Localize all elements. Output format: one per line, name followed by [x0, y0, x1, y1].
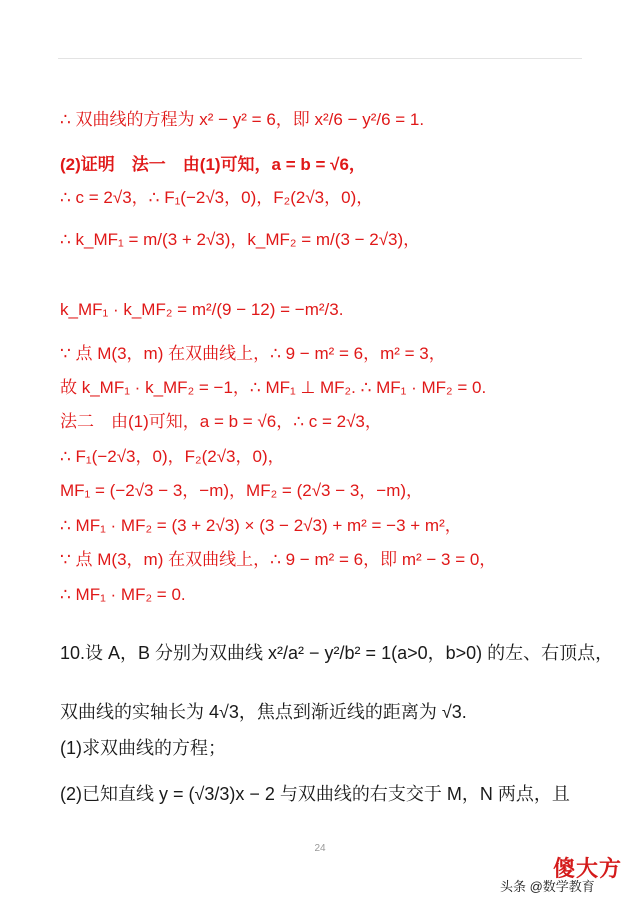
solution-line-10: MF₁ = (−2√3 − 3，−m)，MF₂ = (2√3 − 3，−m)，	[60, 481, 424, 500]
solution-line-12: ∵ 点 M(3，m) 在双曲线上，∴ 9 − m² = 6，即 m² − 3 = 0，	[60, 550, 497, 569]
solution-line-1: ∴ 双曲线的方程为 x² − y² = 6，即 x²/6 − y²/6 = 1.	[60, 110, 425, 129]
solution-line-8: 法二 由(1)可知，a = b = √6，∴ c = 2√3，	[60, 412, 382, 431]
solution-line-5: k_MF₁ · k_MF₂ = m²/(9 − 12) = −m²/3.	[60, 300, 344, 319]
solution-line-7: 故 k_MF₁ · k_MF₂ = −1，∴ MF₁ ⊥ MF₂. ∴ MF₁ · MF₂ = 0.	[60, 378, 487, 397]
solution-line-11: ∴ MF₁ · MF₂ = (3 + 2√3) × (3 − 2√3) + m² = −3 + m²，	[60, 516, 462, 535]
solution-line-3: ∴ c = 2√3，∴ F₁(−2√3，0)，F₂(2√3，0)，	[60, 188, 374, 207]
problem-line-4: (2)已知直线 y = (√3/3)x − 2 与双曲线的右支交于 M，N 两点，且	[60, 784, 570, 804]
problem-line-2: 双曲线的实轴长为 4√3，焦点到渐近线的距离为 √3.	[60, 702, 467, 722]
watermark-account: 头条 @数学教育	[500, 879, 595, 894]
top-divider	[58, 58, 582, 59]
problem-line-1: 10.设 A，B 分别为双曲线 x²/a² − y²/b² = 1(a>0，b>0) 的左、右顶点，	[60, 643, 614, 663]
page-number: 24	[314, 843, 326, 854]
problem-line-3: (1)求双曲线的方程；	[60, 738, 226, 758]
solution-line-6: ∵ 点 M(3，m) 在双曲线上，∴ 9 − m² = 6，m² = 3，	[60, 344, 446, 363]
solution-line-2: (2)证明 法一 由(1)可知，a = b = √6，	[60, 155, 366, 174]
watermark-brand: 傻大方	[553, 856, 623, 881]
solution-line-4: ∴ k_MF₁ = m/(3 + 2√3)，k_MF₂ = m/(3 − 2√3)，	[60, 230, 421, 249]
solution-line-9: ∴ F₁(−2√3，0)，F₂(2√3，0)，	[60, 447, 285, 466]
solution-line-13: ∴ MF₁ · MF₂ = 0.	[60, 585, 186, 604]
